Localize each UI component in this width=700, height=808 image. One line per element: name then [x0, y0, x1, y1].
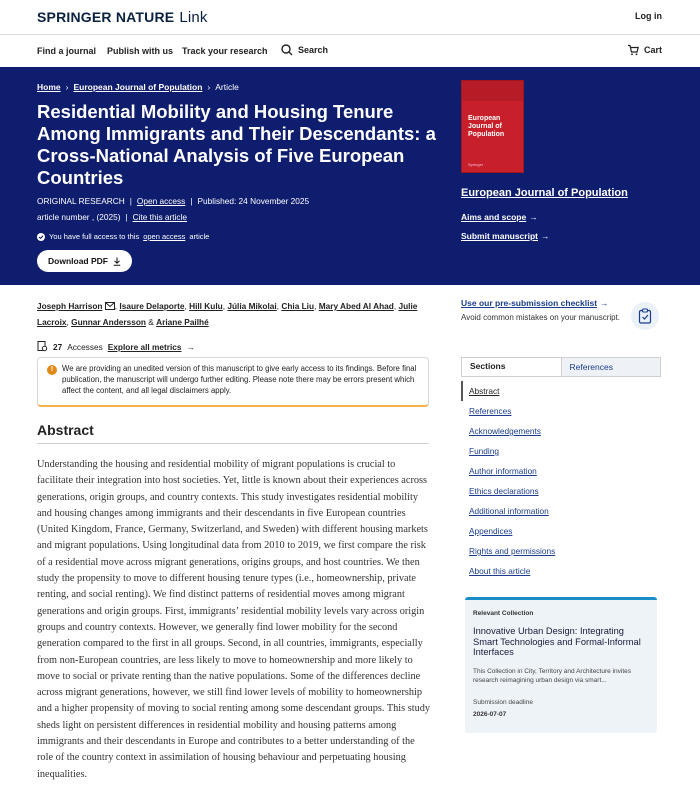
cover-stripe [462, 81, 523, 101]
cover-title: European Journal of Population [468, 115, 505, 138]
accesses-icon [37, 341, 48, 352]
submit-manuscript-label: Submit manuscript [461, 231, 538, 241]
author-list: Joseph Harrison , Isaure Delaporte, Hill Kulu, Júlia Mikolai, Chia Liu, Mary Abed Al Ahad, Julie Lacroix, Gunnar Andersson & Ariane Pailhé [37, 301, 418, 327]
nav-cart[interactable] [627, 44, 662, 56]
abstract-heading: Abstract [37, 422, 94, 438]
meta-separator: | [190, 196, 193, 206]
meta-separator: | [129, 196, 132, 206]
accesses-label: Accesses [67, 341, 103, 352]
toc-item[interactable]: Acknowledgements [469, 426, 541, 436]
deadline-label: Submission deadline [473, 698, 533, 706]
submit-manuscript-link[interactable] [461, 231, 549, 241]
author-link[interactable]: Joseph Harrison [37, 301, 103, 311]
article-number: article number , (2025) [37, 212, 121, 222]
clipboard-check-badge [631, 302, 659, 330]
meta-separator: | [125, 212, 128, 222]
notice-text: We are providing an unedited version of this manuscript to give early access to its findings. Before final publication, the manuscript will undergo further editing. Please note there may be errors present which affect the content, and all legal disclaimers apply. [62, 364, 417, 395]
arrow-right-icon: → [529, 212, 538, 222]
access-suffix: article [189, 232, 210, 241]
download-pdf-button[interactable] [37, 250, 132, 272]
author-link[interactable]: Júlia Mikolai [227, 301, 277, 311]
search-label: Search [298, 45, 329, 55]
toc-item[interactable]: Ethics declarations [469, 486, 539, 496]
author-link[interactable]: Ariane Pailhé [156, 317, 209, 327]
access-status [37, 232, 209, 241]
toc-active-indicator [461, 381, 463, 401]
article-type: ORIGINAL RESEARCH [37, 196, 125, 206]
published-date: Published: 24 November 2025 [197, 196, 310, 206]
tab-references[interactable]: References [561, 358, 661, 376]
cover-footer: Springer [468, 162, 484, 167]
author-link[interactable]: Mary Abed Al Ahad [318, 301, 394, 311]
download-icon [113, 257, 121, 266]
cart-label: Cart [643, 45, 662, 55]
author-link[interactable]: Isaure Delaporte [119, 301, 185, 311]
toc-item[interactable]: Abstract [469, 386, 500, 396]
login-link[interactable]: Log in [635, 11, 662, 21]
aims-scope-label: Aims and scope [461, 212, 527, 222]
nav-find-journal[interactable]: Find a journal [37, 46, 97, 56]
search-icon [281, 44, 293, 56]
checklist-label: Use our pre-submission checklist [461, 298, 598, 308]
nav-search[interactable] [281, 44, 328, 56]
email-icon[interactable] [105, 302, 115, 310]
springer-nature-link-logo[interactable] [37, 9, 208, 26]
relevant-collection-card[interactable] [465, 597, 657, 733]
chevron-right-icon: › [65, 82, 69, 92]
abstract-divider [37, 443, 429, 444]
author-link[interactable]: Gunnar Andersson [71, 317, 146, 327]
deadline-date: 2026-07-07 [473, 710, 507, 718]
clipboard-check-icon [638, 308, 652, 324]
breadcrumb [37, 82, 239, 92]
collection-label: Relevant Collection [473, 610, 534, 617]
logo-suffix: Link [179, 9, 208, 26]
checklist-link[interactable] [461, 298, 609, 308]
explore-metrics-link[interactable]: Explore all metrics [107, 341, 182, 352]
toc-item[interactable]: Rights and permissions [469, 546, 556, 556]
breadcrumb-journal[interactable]: European Journal of Population [73, 82, 203, 92]
collection-title[interactable]: Innovative Urban Design: Integrating Smart Technologies and Formal-Informal Interfaces [473, 626, 641, 657]
download-pdf-label: Download PDF [48, 256, 108, 266]
toc-item[interactable]: Additional information [469, 506, 549, 516]
author-link[interactable]: Julie Lacroix [37, 301, 418, 327]
cite-article-link[interactable]: Cite this article [132, 212, 188, 222]
check-circle-icon [37, 233, 45, 241]
sidebar-tabs [461, 357, 661, 377]
aims-scope-link[interactable] [461, 212, 538, 222]
open-access-link[interactable]: Open access [136, 196, 186, 206]
article-meta-2 [37, 212, 187, 222]
nav-publish[interactable]: Publish with us [107, 46, 174, 56]
warning-icon: ! [47, 365, 57, 375]
toc-item[interactable]: Author information [469, 466, 537, 476]
collection-description: This Collection in City, Territory and Architecture invites research reimagining urban design via smart... [473, 667, 631, 684]
breadcrumb-current: Article [215, 82, 239, 92]
article-hero [0, 67, 700, 285]
top-header [0, 0, 700, 35]
tab-sections[interactable]: Sections [462, 358, 561, 376]
journal-cover[interactable] [461, 80, 524, 173]
article-title: Residential Mobility and Housing Tenure Among Immigrants and Their Descendants: a Cross-National Analysis of Five European Countries [37, 101, 436, 188]
arrow-right-icon: → [600, 298, 609, 308]
author-connector: & [148, 317, 154, 327]
author-link[interactable]: Chia Liu [281, 301, 315, 311]
unedited-manuscript-notice [37, 357, 429, 407]
arrow-right-icon: → [186, 341, 195, 352]
toc-item[interactable]: Appendices [469, 526, 513, 536]
toc-item[interactable]: Funding [469, 446, 499, 456]
accesses-count: 27 [53, 341, 63, 352]
metrics-row [37, 341, 195, 352]
logo-brand: SPRINGER NATURE [37, 9, 175, 25]
article-meta [37, 196, 309, 206]
checklist-description: Avoid common mistakes on your manuscript. [461, 313, 621, 322]
abstract-text: Understanding the housing and residential mobility of migrant populations is crucial to facilitate their integration into host societies. Yet, little is known about their experiences across generations, origin groups, and country contexts. This study investigates residential mobility and housing changes among immigrants and their descendants in five European countries (United Kingdom, France, Germany, Switzerland, and Sweden) with different housing markets and migrant populations. Using longitudinal data from 2010 to 2019, we first compare the risk of a residential move across migrant generations, origins groups, and host countries. We then study the propensity to move to different housing tenure types (i.e., homeownership, private renting, and social renting). We find distinct patterns of residential moves among migrant generations and origin groups. First, immigrants’ residential mobility levels vary across origin groups and country contexts. However, we generally find lower mobility for the second generation compared to the first in all groups. Second, in all countries, immigrants, especially from non-European countries, are less likely to move to homeownership and more likely to move to social or private renting than the native populations. Some of the differences decline across migrant generations, however, we still find lower levels of mobility to homeownership and a higher propensity of moving to social renting among some descendant groups. This study sheds light on persistent differences in residential mobility and housing patterns among immigrants and their descendants in Europe and contributes to a better understanding of the role of the country context in assimilation of housing behaviour and perpetuating housing inequalities. [37, 459, 431, 780]
main-nav [0, 35, 700, 67]
access-prefix: You have full access to this [49, 232, 140, 241]
chevron-right-icon: › [207, 82, 211, 92]
breadcrumb-home[interactable]: Home [37, 82, 61, 92]
nav-track-research[interactable]: Track your research [182, 46, 268, 56]
toc-item[interactable]: References [469, 406, 512, 416]
toc-item[interactable]: About this article [469, 566, 531, 576]
journal-name-link[interactable]: European Journal of Population [461, 187, 628, 199]
author-link[interactable]: Hill Kulu [189, 301, 223, 311]
cart-icon [627, 44, 639, 56]
arrow-right-icon: → [540, 231, 550, 241]
access-open-access-link[interactable]: open access [143, 232, 186, 241]
